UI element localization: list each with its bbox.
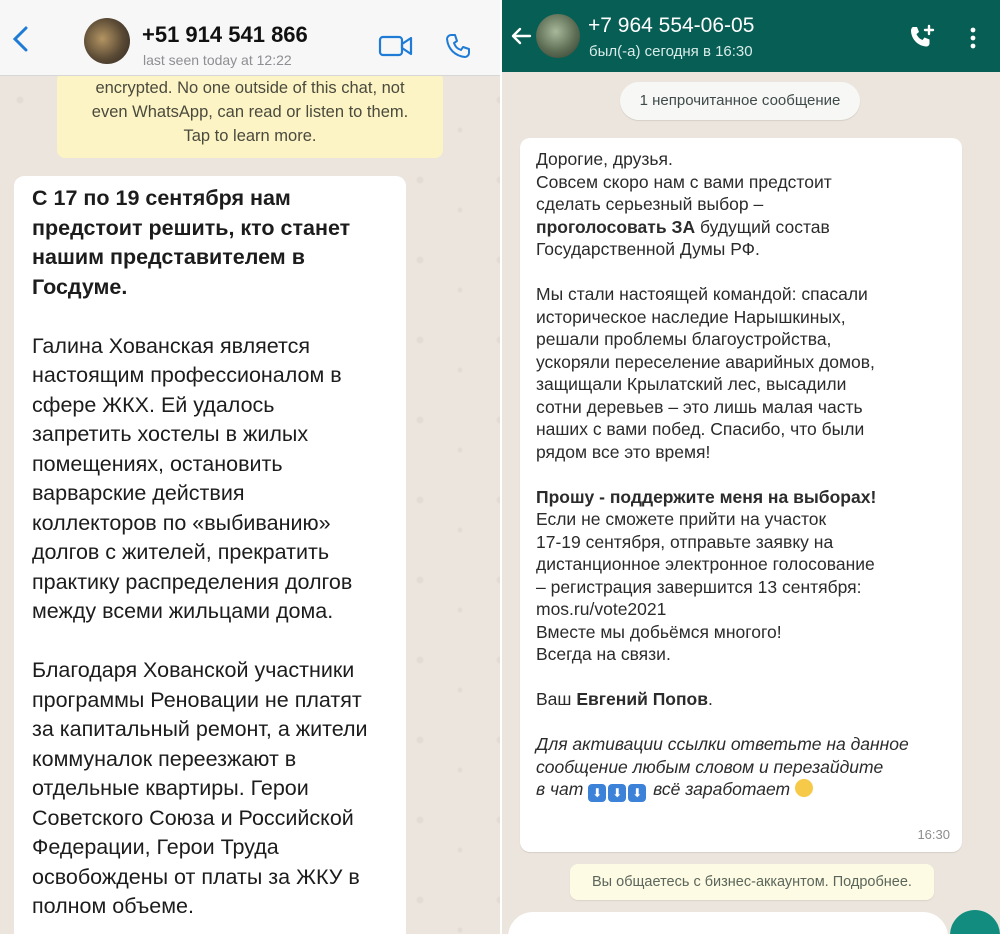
text-line: наших с вами побед. Спасибо, что были bbox=[536, 419, 865, 439]
text-line: варварские действия bbox=[32, 481, 245, 505]
chat-header bbox=[0, 0, 500, 76]
text-line: Совсем скоро нам с вами предстоит bbox=[536, 171, 832, 192]
message-timestamp: 16:30 bbox=[917, 826, 950, 842]
phone-call-icon[interactable] bbox=[444, 32, 472, 60]
message-heading bbox=[32, 184, 392, 302]
message-paragraph bbox=[536, 148, 946, 261]
bold-text: проголосовать ЗА bbox=[536, 216, 696, 237]
text-line: сообщение любым словом и перезайдите bbox=[536, 756, 884, 777]
mic-button[interactable] bbox=[950, 910, 1000, 934]
text-line: сделать серьезный выбор – bbox=[536, 194, 764, 214]
text-line: Госдуме. bbox=[32, 274, 128, 299]
text-line: долгов с жителей, прекратить bbox=[32, 540, 330, 564]
text-line: решали проблемы благоустройства, bbox=[536, 329, 832, 349]
bold-text: Прошу - поддержите меня на выборах! bbox=[536, 486, 877, 507]
text-line: практику распределения долгов bbox=[32, 569, 353, 594]
encryption-notice[interactable] bbox=[57, 72, 443, 158]
last-seen-status: был(-а) сегодня в 16:30 bbox=[589, 43, 753, 60]
more-options-icon[interactable] bbox=[968, 26, 978, 50]
contact-avatar[interactable] bbox=[84, 18, 130, 64]
text-line: предстоит решить, кто станет bbox=[32, 215, 351, 240]
signature bbox=[536, 688, 946, 711]
text-line: за капитальный ремонт, а жители bbox=[32, 717, 368, 741]
text-line: помещениях, остановить bbox=[32, 451, 283, 476]
text-line: С 17 по 19 сентября нам bbox=[32, 186, 291, 210]
android-chat-panel bbox=[502, 0, 1000, 934]
italic-instructions bbox=[536, 733, 946, 802]
message-input[interactable] bbox=[508, 912, 948, 934]
incoming-message-bubble[interactable] bbox=[520, 138, 962, 852]
back-arrow-icon[interactable] bbox=[510, 26, 532, 46]
down-arrow-icon: ⬇ bbox=[588, 784, 606, 802]
text-line: Федерации, Герои Труда bbox=[32, 835, 279, 859]
contact-avatar[interactable] bbox=[536, 14, 580, 58]
chat-header bbox=[502, 0, 1000, 72]
back-chevron-icon[interactable] bbox=[10, 26, 32, 52]
vote-link[interactable]: mos.ru/vote2021 bbox=[536, 599, 667, 619]
text-line: будущий состав bbox=[695, 216, 830, 237]
text-line: Для активации ссылки ответьте на данное bbox=[536, 734, 909, 754]
text-line: Советского Союза и Российской bbox=[32, 805, 354, 830]
text-line: Галина Хованская является bbox=[32, 333, 311, 358]
text-line: сотни деревьев – это лишь малая часть bbox=[536, 396, 863, 417]
text-line: коллекторов по «выбиванию» bbox=[32, 510, 331, 535]
text-line: сфере ЖКХ. Ей удалось bbox=[32, 392, 275, 417]
contact-name[interactable]: +51 914 541 866 bbox=[142, 22, 308, 47]
ok-hand-emoji-icon bbox=[795, 779, 813, 797]
encryption-line: encrypted. No one outside of this chat, not bbox=[95, 79, 405, 97]
text-line: отдельные квартиры. Герои bbox=[32, 776, 309, 800]
message-paragraph bbox=[536, 486, 946, 666]
business-account-notice[interactable]: Вы общаетесь с бизнес-аккаунтом. Подробнее. bbox=[570, 864, 934, 900]
encryption-line: Tap to learn more. bbox=[183, 127, 317, 145]
text-line: дистанционное электронное голосование bbox=[536, 554, 875, 574]
text-line: освобождены от платы за ЖКУ в bbox=[32, 864, 360, 889]
add-call-icon[interactable] bbox=[908, 24, 936, 50]
text-line: ускоряли переселение аварийных домов, bbox=[536, 351, 875, 372]
text-line: Благодаря Хованской участники bbox=[32, 658, 355, 682]
encryption-line: even WhatsApp, can read or listen to them. bbox=[91, 103, 409, 121]
text-line: запретить хостелы в жилых bbox=[32, 422, 309, 446]
text-line: историческое наследие Нарышкиных, bbox=[536, 306, 846, 327]
text-line: Дорогие, друзья. bbox=[536, 149, 673, 169]
text-line: 17-19 сентября, отправьте заявку на bbox=[536, 531, 834, 552]
text-line: . bbox=[708, 689, 713, 709]
message-paragraph bbox=[32, 332, 392, 627]
text-line: Мы стали настоящей командой: спасали bbox=[536, 284, 868, 304]
signature-name: Евгений Попов bbox=[576, 689, 708, 709]
unread-messages-badge: 1 непрочитанное сообщение bbox=[620, 82, 860, 120]
text-line: – регистрация завершится 13 сентября: bbox=[536, 576, 862, 597]
text-line: полном объеме. bbox=[32, 894, 194, 918]
text-line: всё заработает bbox=[648, 779, 795, 799]
text-line: Государственной Думы РФ. bbox=[536, 239, 760, 259]
contact-name[interactable]: +7 964 554-06-05 bbox=[588, 14, 755, 37]
text-line: программы Реновации не платят bbox=[32, 687, 362, 712]
incoming-message-bubble[interactable] bbox=[14, 176, 406, 934]
down-arrow-icon: ⬇ bbox=[608, 784, 626, 802]
text-line: между всеми жильцами дома. bbox=[32, 599, 334, 623]
text-line: защищали Крылатский лес, высадили bbox=[536, 374, 847, 394]
message-paragraph bbox=[32, 656, 392, 922]
last-seen-status: last seen today at 12:22 bbox=[143, 52, 292, 68]
text-line: Если не сможете прийти на участок bbox=[536, 509, 827, 529]
text-line: рядом все это время! bbox=[536, 441, 711, 462]
text-line: Ваш bbox=[536, 689, 577, 709]
video-call-icon[interactable] bbox=[378, 34, 414, 58]
message-paragraph bbox=[536, 283, 946, 463]
text-line: Всегда на связи. bbox=[536, 644, 671, 664]
text-line: в чат bbox=[536, 779, 589, 799]
text-line: Вместе мы добьёмся многого! bbox=[536, 621, 782, 642]
text-line: нашим представителем в bbox=[32, 245, 305, 269]
text-line: настоящим профессионалом в bbox=[32, 363, 342, 387]
down-arrow-icon: ⬇ bbox=[628, 784, 646, 802]
text-line: коммуналок переезжают в bbox=[32, 746, 297, 771]
